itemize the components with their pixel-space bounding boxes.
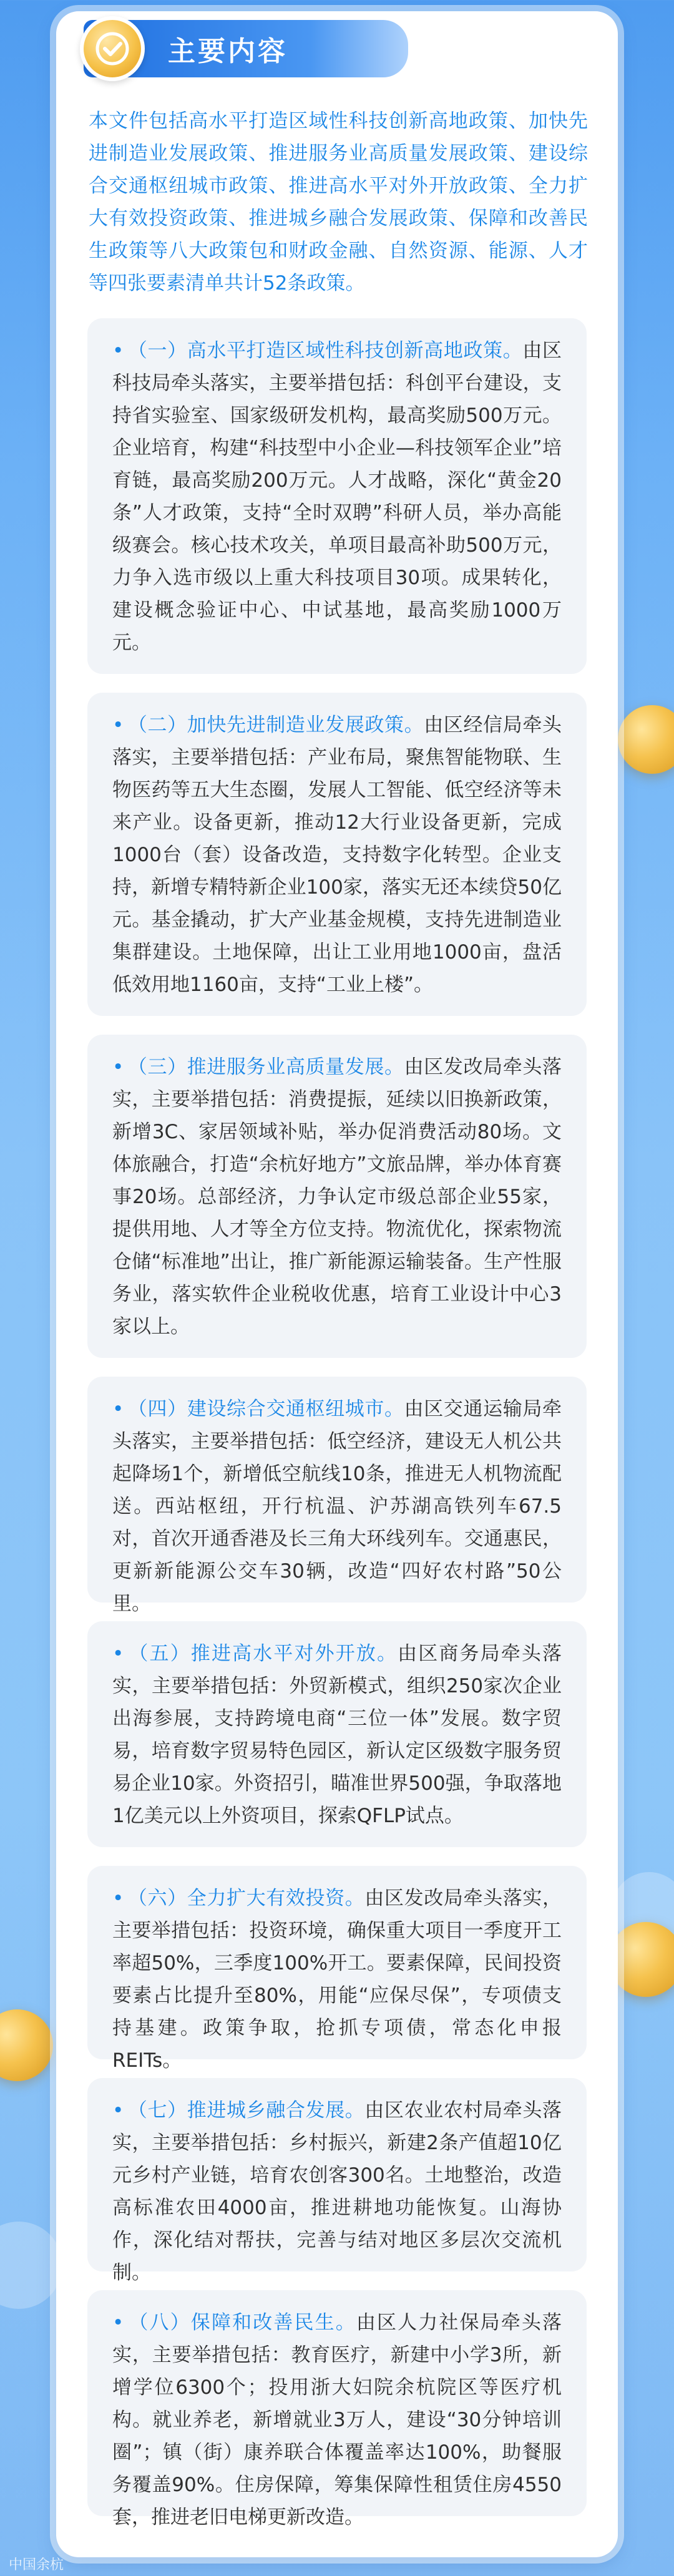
policy-section-7 xyxy=(87,2078,587,2284)
section-heading: （一）高水平打造区域性科技创新高地政策。 xyxy=(127,339,523,362)
policy-section-4 xyxy=(87,1377,587,1615)
section-text xyxy=(112,334,562,659)
gold-coin-decoration xyxy=(0,2009,53,2081)
section-body: 由区农业农村局牵头落实，主要举措包括：乡村振兴，新建2条产值超10亿元乡村产业链，培育农创客300名。土地整治，改造高标准农田4000亩，推进耕地功能恢复。山海协作，深化结对帮扶，完善与结对地区多层次交流机制。 xyxy=(112,2099,562,2284)
policy-section-1 xyxy=(87,318,587,674)
section-heading: （四）建设综合交通枢纽城市。 xyxy=(127,1398,404,1420)
section-body: 由区交通运输局牵头落实，主要举措包括：低空经济，建设无人机公共起降场1个，新增低空航线10条，推进无人机物流配送。西站枢纽，开行杭温、沪苏湖高铁列车67.5对，首次开通香港及长三角大环线列车。交通惠民，更新新能源公交车30辆，改造“四好农村路”50公里。 xyxy=(112,1398,562,1615)
section-heading: （二）加快先进制造业发展政策。 xyxy=(127,714,424,736)
page-title: 主要内容 xyxy=(168,36,288,67)
section-body: 由区发改局牵头落实，主要举措包括：投资环境，确保重大项目一季度开工率超50%，三季度100%开工。要素保障，民间投资要素占比提升至80%，用能“应保尽保”，专项债支持基建。政策争取，抢抓专项债，常态化申报REITs。 xyxy=(112,1887,562,2072)
section-body: 由区科技局牵头落实，主要举措包括：科创平台建设，支持省实验室、国家级研发机构，最高奖励500万元。企业培育，构建“科技型中小企业—科技领军企业”培育链，最高奖励200万元。人才战略，深化“黄金20条”人才政策，支持“全时双聘”科研人员，举办高能级赛会。核心技术攻关，单项目最高补助500万元，力争入选市级以上重大科技项目30项。成果转化，建设概念验证中心、中试基地，最高奖励1000万元。 xyxy=(112,339,562,654)
bullet-icon: • xyxy=(112,714,124,736)
bullet-icon: • xyxy=(112,2099,124,2122)
section-text xyxy=(112,1882,562,2077)
bullet-icon: • xyxy=(112,1642,124,1665)
section-text xyxy=(112,709,562,1001)
intro-paragraph: 本文件包括高水平打造区域性科技创新高地政策、加快先进制造业发展政策、推进服务业高质量发展政策、建设综合交通枢纽城市政策、推进高水平对外开放政策、全力扩大有效投资政策、推进城乡融合发展政策、保障和改善民生政策等八大政策包和财政金融、自然资源、能源、人才等四张要素清单共计52条政策。 xyxy=(89,110,588,295)
section-heading: （六）全力扩大有效投资。 xyxy=(127,1887,365,1910)
section-body: 由区经信局牵头落实，主要举措包括：产业布局，聚焦智能物联、生物医药等五大生态圈，发展人工智能、低空经济等未来产业。设备更新，推动12大行业设备更新，完成1000台（套）设备改造，支持数字化转型。企业支持，新增专精特新企业100家，落实无还本续贷50亿元。基金撬动，扩大产业基金规模，支持先进制造业集群建设。土地保障，出让工业用地1000亩，盘活低效用地1160亩，支持“工业上楼”。 xyxy=(112,714,562,996)
watermark: 中国余杭 xyxy=(9,2557,64,2573)
policy-section-2 xyxy=(87,693,587,1016)
policy-section-5 xyxy=(87,1621,587,1847)
policy-section-6 xyxy=(87,1866,587,2072)
section-text xyxy=(112,2094,562,2289)
policy-section-8 xyxy=(87,2290,587,2529)
bullet-icon: • xyxy=(112,1398,124,1420)
content-card xyxy=(56,11,618,2557)
section-text xyxy=(112,1637,562,1832)
section-body: 由区商务局牵头落实，主要举措包括：外贸新模式，组织250家次企业出海参展，支持跨境电商“三位一体”发展。数字贸易，培育数字贸易特色园区，新认定区级数字服务贸易企业10家。外资招引，瞄准世界500强，争取落地1亿美元以上外资项目，探索QFLP试点。 xyxy=(112,1642,562,1827)
section-heading: （三）推进服务业高质量发展。 xyxy=(127,1056,404,1078)
section-body: 由区人力社保局牵头落实，主要举措包括：教育医疗，新建中小学3所，新增学位6300个；投用浙大妇院余杭院区等医疗机构。就业养老，新增就业3万人，建设“30分钟培训圈”；镇（街）康养联合体覆盖率达100%，助餐服务覆盖90%。住房保障，筹集保障性租赁住房4550套，推进老旧电梯更新改造。 xyxy=(112,2311,562,2529)
background-bubble xyxy=(0,2222,62,2309)
check-circle-icon xyxy=(80,16,145,81)
gold-coin-decoration xyxy=(608,1922,674,1997)
section-text xyxy=(112,1393,562,1620)
section-heading: （五）推进高水平对外开放。 xyxy=(127,1642,398,1665)
section-text xyxy=(112,1051,562,1343)
policy-section-3 xyxy=(87,1035,587,1358)
bullet-icon: • xyxy=(112,1887,124,1910)
bullet-icon: • xyxy=(112,1056,124,1078)
gold-coin-decoration xyxy=(618,705,674,774)
bullet-icon: • xyxy=(112,339,124,362)
bullet-icon: • xyxy=(112,2311,124,2334)
section-heading: （七）推进城乡融合发展。 xyxy=(127,2099,365,2122)
section-body: 由区发改局牵头落实，主要举措包括：消费提振，延续以旧换新政策，新增3C、家居领域补贴，举办促消费活动80场。文体旅融合，打造“余杭好地方”文旅品牌，举办体育赛事20场。总部经济，力争认定市级总部企业55家，提供用地、人才等全方位支持。物流优化，探索物流仓储“标准地”出让，推广新能源运输装备。生产性服务业，落实软件企业税收优惠，培育工业设计中心3家以上。 xyxy=(112,1056,562,1338)
section-text xyxy=(112,2306,562,2534)
section-heading: （八）保障和改善民生。 xyxy=(127,2311,356,2334)
